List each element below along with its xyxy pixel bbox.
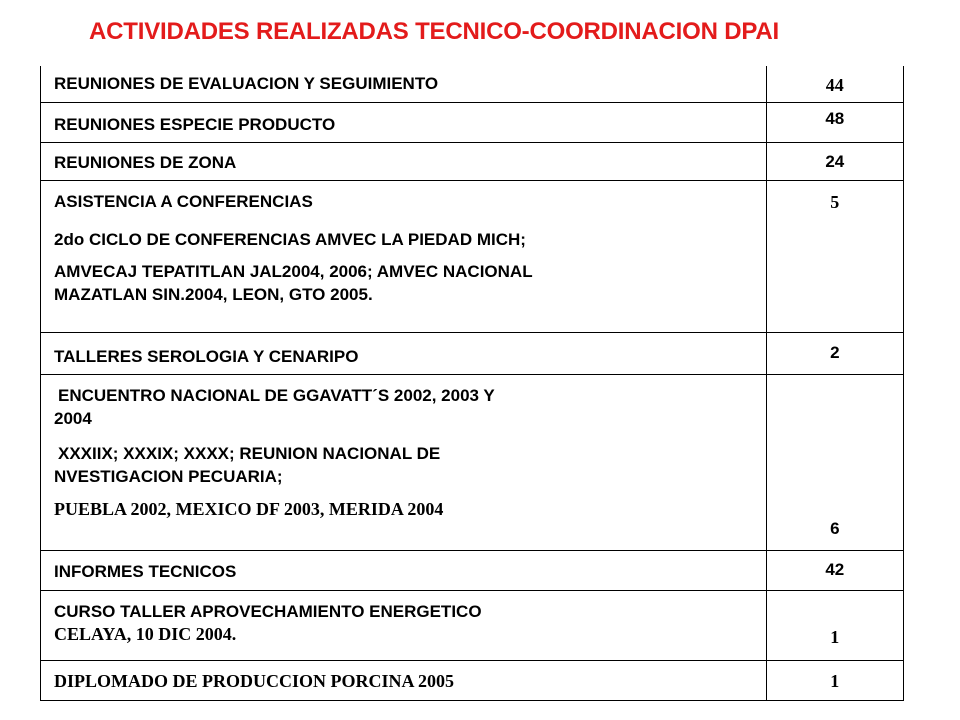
activity-label: CURSO TALLER APROVECHAMIENTO ENERGETICO xyxy=(54,601,482,621)
table-row xyxy=(41,550,904,590)
table-row xyxy=(41,180,904,332)
activity-label: REUNIONES DE EVALUACION Y SEGUIMIENTO xyxy=(54,74,439,93)
activity-count: 5 xyxy=(830,191,840,212)
activity-cell xyxy=(41,142,767,180)
count-cell xyxy=(766,374,903,550)
activity-count: 2 xyxy=(830,342,840,362)
activity-cell xyxy=(41,374,767,550)
activity-count: 48 xyxy=(825,108,845,128)
count-cell xyxy=(766,142,903,180)
count-cell xyxy=(766,102,903,142)
activity-cell xyxy=(41,66,767,102)
activity-detail: CELAYA, 10 DIC 2004. xyxy=(54,623,237,644)
activity-cell xyxy=(41,180,767,332)
activity-label: DIPLOMADO DE PRODUCCION PORCINA 2005 xyxy=(54,670,454,691)
activity-cell xyxy=(41,102,767,142)
activity-label: INFORMES TECNICOS xyxy=(54,561,237,581)
activity-label: ENCUENTRO NACIONAL DE GGAVATT´S 2002, 2003 Y xyxy=(58,385,495,405)
activity-label: REUNIONES DE ZONA xyxy=(54,152,237,172)
activity-count: 42 xyxy=(825,559,845,579)
count-cell xyxy=(766,590,903,660)
activity-cell xyxy=(41,550,767,590)
activity-detail: AMVECAJ TEPATITLAN JAL2004, 2006; AMVEC NACIONAL xyxy=(54,261,533,281)
activity-detail: XXXIIX; XXXIX; XXXX; REUNION NACIONAL DE xyxy=(58,443,441,463)
activity-count: 44 xyxy=(825,75,844,95)
table-row xyxy=(41,590,904,660)
page-title: ACTIVIDADES REALIZADAS TECNICO-COORDINACION DPAI xyxy=(89,18,779,45)
activity-count: 6 xyxy=(830,518,840,538)
activity-label: ASISTENCIA A CONFERENCIAS xyxy=(54,191,313,211)
count-cell xyxy=(766,332,903,374)
activity-detail: 2do CICLO DE CONFERENCIAS AMVEC LA PIEDAD MICH; xyxy=(54,229,526,249)
activity-count: 1 xyxy=(830,670,840,691)
count-cell xyxy=(766,66,903,102)
activity-cell xyxy=(41,590,767,660)
table-row xyxy=(41,102,904,142)
count-cell xyxy=(766,180,903,332)
table-row xyxy=(41,660,904,700)
activity-detail: 2004 xyxy=(54,408,92,428)
activity-detail: MAZATLAN SIN.2004, LEON, GTO 2005. xyxy=(54,284,373,304)
activity-cell xyxy=(41,660,767,700)
table-row xyxy=(41,142,904,180)
activity-count: 1 xyxy=(830,626,840,647)
count-cell xyxy=(766,550,903,590)
activity-cell xyxy=(41,332,767,374)
activity-detail: PUEBLA 2002, MEXICO DF 2003, MERIDA 2004 xyxy=(54,498,444,519)
activity-count: 24 xyxy=(825,151,845,171)
activity-label: REUNIONES ESPECIE PRODUCTO xyxy=(54,114,336,134)
table-row xyxy=(41,66,904,102)
count-cell xyxy=(766,660,903,700)
activity-label: TALLERES SEROLOGIA Y CENARIPO xyxy=(54,346,359,366)
table-row xyxy=(41,374,904,550)
activity-detail: NVESTIGACION PECUARIA; xyxy=(54,466,283,486)
activities-table xyxy=(40,66,904,701)
table-row xyxy=(41,332,904,374)
